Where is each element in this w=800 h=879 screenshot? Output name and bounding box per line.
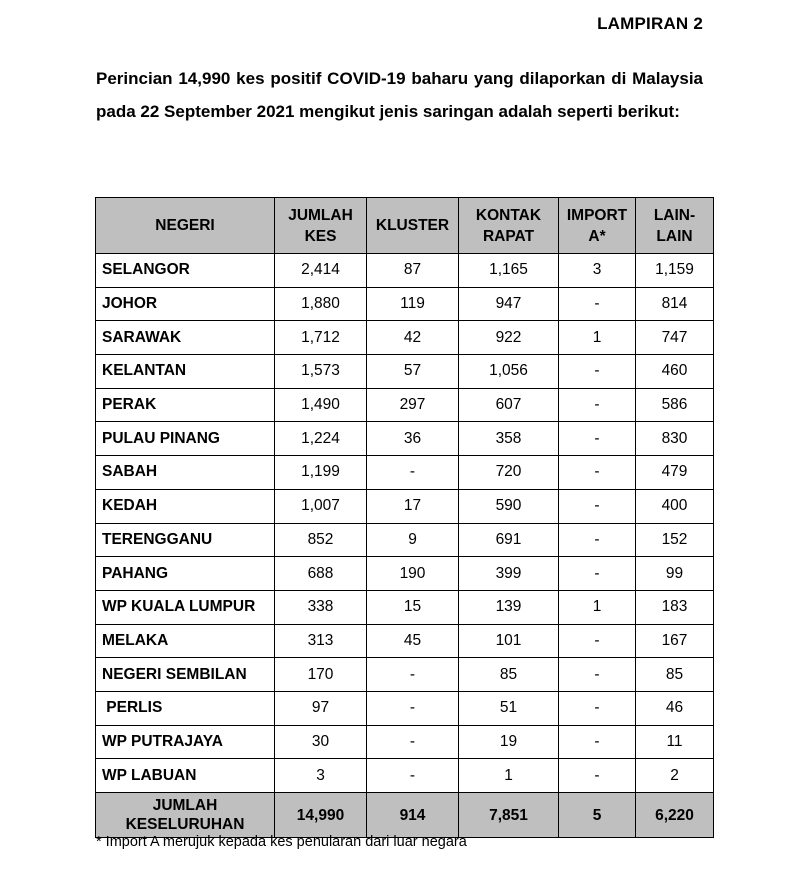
table-row bbox=[96, 422, 714, 456]
value-cell: 46 bbox=[636, 691, 714, 725]
table-row bbox=[96, 557, 714, 591]
value-cell: 1,490 bbox=[275, 388, 367, 422]
value-cell: - bbox=[367, 691, 459, 725]
value-cell: 167 bbox=[636, 624, 714, 658]
value-cell: 1,165 bbox=[459, 254, 559, 288]
value-cell: 99 bbox=[636, 557, 714, 591]
value-cell: 119 bbox=[367, 287, 459, 321]
table-row bbox=[96, 523, 714, 557]
value-cell: - bbox=[559, 725, 636, 759]
value-cell: - bbox=[559, 557, 636, 591]
value-cell: 1 bbox=[559, 321, 636, 355]
value-cell: 3 bbox=[559, 254, 636, 288]
value-cell: - bbox=[559, 759, 636, 793]
value-cell: - bbox=[559, 691, 636, 725]
value-cell: 947 bbox=[459, 287, 559, 321]
value-cell: 85 bbox=[459, 658, 559, 692]
footnote: * Import A merujuk kepada kes penularan dari luar negara bbox=[96, 834, 467, 850]
state-name-cell: TERENGGANU bbox=[96, 523, 275, 557]
value-cell: 2 bbox=[636, 759, 714, 793]
table-row bbox=[96, 355, 714, 389]
value-cell: 85 bbox=[636, 658, 714, 692]
value-cell: 183 bbox=[636, 590, 714, 624]
value-cell: 814 bbox=[636, 287, 714, 321]
value-cell: 313 bbox=[275, 624, 367, 658]
value-cell: - bbox=[559, 658, 636, 692]
value-cell: 1,007 bbox=[275, 489, 367, 523]
value-cell: - bbox=[559, 422, 636, 456]
value-cell: 691 bbox=[459, 523, 559, 557]
value-cell: 460 bbox=[636, 355, 714, 389]
value-cell: 688 bbox=[275, 557, 367, 591]
header-lain-lain: LAIN-LAIN bbox=[636, 198, 714, 254]
value-cell: 338 bbox=[275, 590, 367, 624]
value-cell: 57 bbox=[367, 355, 459, 389]
header-negeri: NEGERI bbox=[96, 198, 275, 254]
value-cell: - bbox=[559, 523, 636, 557]
value-cell: 42 bbox=[367, 321, 459, 355]
state-name-cell: KELANTAN bbox=[96, 355, 275, 389]
value-cell: 19 bbox=[459, 725, 559, 759]
table-row bbox=[96, 287, 714, 321]
value-cell: 1,573 bbox=[275, 355, 367, 389]
value-cell: - bbox=[367, 759, 459, 793]
table-row bbox=[96, 759, 714, 793]
value-cell: 358 bbox=[459, 422, 559, 456]
table-body bbox=[96, 254, 714, 793]
value-cell: 590 bbox=[459, 489, 559, 523]
value-cell: 747 bbox=[636, 321, 714, 355]
table-row bbox=[96, 456, 714, 490]
total-value-cell: 5 bbox=[559, 793, 636, 838]
state-name-cell: KEDAH bbox=[96, 489, 275, 523]
value-cell: 922 bbox=[459, 321, 559, 355]
value-cell: 479 bbox=[636, 456, 714, 490]
state-name-cell: SARAWAK bbox=[96, 321, 275, 355]
value-cell: 170 bbox=[275, 658, 367, 692]
value-cell: 586 bbox=[636, 388, 714, 422]
state-name-cell: SELANGOR bbox=[96, 254, 275, 288]
total-value-cell: 6,220 bbox=[636, 793, 714, 838]
value-cell: 830 bbox=[636, 422, 714, 456]
value-cell: 190 bbox=[367, 557, 459, 591]
state-name-cell: WP KUALA LUMPUR bbox=[96, 590, 275, 624]
table-row bbox=[96, 691, 714, 725]
total-value-cell: 14,990 bbox=[275, 793, 367, 838]
value-cell: 399 bbox=[459, 557, 559, 591]
state-name-cell: MELAKA bbox=[96, 624, 275, 658]
value-cell: 97 bbox=[275, 691, 367, 725]
value-cell: 30 bbox=[275, 725, 367, 759]
value-cell: 101 bbox=[459, 624, 559, 658]
table-total-row bbox=[96, 793, 714, 838]
annex-label: LAMPIRAN 2 bbox=[597, 14, 703, 33]
header-jumlah-kes: JUMLAH KES bbox=[275, 198, 367, 254]
value-cell: - bbox=[559, 489, 636, 523]
intro-paragraph: Perincian 14,990 kes positif COVID-19 baharu yang dilaporkan di Malaysia pada 22 September 2021 mengikut jenis saringan adalah seperti berikut: bbox=[96, 69, 703, 121]
state-name-cell: PERLIS bbox=[96, 691, 275, 725]
value-cell: 607 bbox=[459, 388, 559, 422]
value-cell: 11 bbox=[636, 725, 714, 759]
value-cell: 9 bbox=[367, 523, 459, 557]
table-row bbox=[96, 254, 714, 288]
table-row bbox=[96, 388, 714, 422]
state-name-cell: WP PUTRAJAYA bbox=[96, 725, 275, 759]
value-cell: 15 bbox=[367, 590, 459, 624]
value-cell: - bbox=[559, 287, 636, 321]
value-cell: - bbox=[559, 388, 636, 422]
state-name-cell: WP LABUAN bbox=[96, 759, 275, 793]
value-cell: - bbox=[367, 456, 459, 490]
state-name-cell: PULAU PINANG bbox=[96, 422, 275, 456]
value-cell: 720 bbox=[459, 456, 559, 490]
state-name-cell: JOHOR bbox=[96, 287, 275, 321]
table-row bbox=[96, 590, 714, 624]
table-row bbox=[96, 725, 714, 759]
value-cell: 852 bbox=[275, 523, 367, 557]
value-cell: 400 bbox=[636, 489, 714, 523]
value-cell: - bbox=[367, 725, 459, 759]
value-cell: 1,880 bbox=[275, 287, 367, 321]
value-cell: 1,224 bbox=[275, 422, 367, 456]
value-cell: 139 bbox=[459, 590, 559, 624]
table-row bbox=[96, 321, 714, 355]
value-cell: 87 bbox=[367, 254, 459, 288]
total-value-cell: 914 bbox=[367, 793, 459, 838]
state-name-cell: SABAH bbox=[96, 456, 275, 490]
value-cell: 297 bbox=[367, 388, 459, 422]
value-cell: 1,712 bbox=[275, 321, 367, 355]
value-cell: 152 bbox=[636, 523, 714, 557]
state-name-cell: PAHANG bbox=[96, 557, 275, 591]
value-cell: - bbox=[559, 624, 636, 658]
value-cell: 1,199 bbox=[275, 456, 367, 490]
value-cell: - bbox=[559, 355, 636, 389]
value-cell: - bbox=[559, 456, 636, 490]
value-cell: 17 bbox=[367, 489, 459, 523]
state-name-cell: NEGERI SEMBILAN bbox=[96, 658, 275, 692]
state-name-cell: PERAK bbox=[96, 388, 275, 422]
header-kluster: KLUSTER bbox=[367, 198, 459, 254]
value-cell: 36 bbox=[367, 422, 459, 456]
header-kontak-rapat: KONTAK RAPAT bbox=[459, 198, 559, 254]
value-cell: 45 bbox=[367, 624, 459, 658]
cases-table bbox=[95, 197, 714, 838]
value-cell: 51 bbox=[459, 691, 559, 725]
value-cell: 1 bbox=[559, 590, 636, 624]
table-row bbox=[96, 489, 714, 523]
table-row bbox=[96, 624, 714, 658]
value-cell: 1,159 bbox=[636, 254, 714, 288]
table-row bbox=[96, 658, 714, 692]
header-import-a: IMPORT A* bbox=[559, 198, 636, 254]
value-cell: 2,414 bbox=[275, 254, 367, 288]
value-cell: 3 bbox=[275, 759, 367, 793]
value-cell: 1,056 bbox=[459, 355, 559, 389]
value-cell: 1 bbox=[459, 759, 559, 793]
total-label-cell: JUMLAH KESELURUHAN bbox=[96, 793, 275, 838]
value-cell: - bbox=[367, 658, 459, 692]
table-header-row bbox=[96, 198, 714, 254]
total-value-cell: 7,851 bbox=[459, 793, 559, 838]
